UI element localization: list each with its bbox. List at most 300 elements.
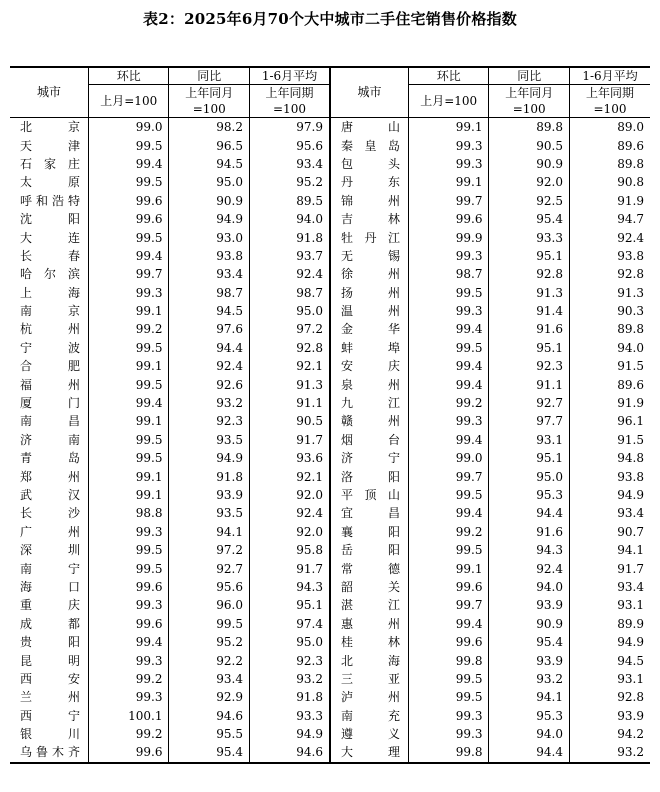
header-yoy-sub2-right: =100	[489, 101, 570, 118]
yoy-value-right: 94.0	[489, 578, 570, 596]
yoy-value-right: 94.4	[489, 504, 570, 522]
yoy-value-left: 93.4	[169, 670, 250, 688]
city-name-right: 泉州	[330, 375, 408, 393]
avg-value-left: 92.1	[249, 467, 330, 485]
header-city-right: 城市	[330, 67, 408, 118]
mom-value-left: 99.1	[88, 467, 169, 485]
avg-value-right: 91.5	[569, 357, 650, 375]
mom-value-left: 99.5	[88, 559, 169, 577]
city-name-left: 哈尔滨	[10, 265, 88, 283]
mom-value-right: 99.4	[408, 320, 489, 338]
yoy-value-left: 94.4	[169, 339, 250, 357]
mom-value-left: 99.7	[88, 265, 169, 283]
table-row	[10, 192, 650, 210]
mom-value-left: 99.6	[88, 615, 169, 633]
mom-value-left: 99.1	[88, 412, 169, 430]
table-row	[10, 449, 650, 467]
header-avg-sub2-right: =100	[569, 101, 650, 118]
table-row	[10, 707, 650, 725]
avg-value-right: 94.9	[569, 633, 650, 651]
yoy-value-left: 95.4	[169, 743, 250, 762]
table-row	[10, 302, 650, 320]
city-name-left: 杭州	[10, 320, 88, 338]
yoy-value-left: 96.0	[169, 596, 250, 614]
avg-value-left: 92.0	[249, 486, 330, 504]
yoy-value-left: 92.2	[169, 651, 250, 669]
avg-value-left: 95.2	[249, 173, 330, 191]
city-name-left: 沈阳	[10, 210, 88, 228]
avg-value-left: 95.1	[249, 596, 330, 614]
city-name-right: 牡丹江	[330, 228, 408, 246]
yoy-value-right: 95.3	[489, 707, 570, 725]
city-name-right: 丹东	[330, 173, 408, 191]
city-name-right: 襄阳	[330, 523, 408, 541]
city-name-left: 南宁	[10, 559, 88, 577]
yoy-value-right: 93.9	[489, 596, 570, 614]
city-name-right: 宜昌	[330, 504, 408, 522]
avg-value-right: 94.5	[569, 651, 650, 669]
avg-value-left: 97.9	[249, 118, 330, 137]
mom-value-right: 99.7	[408, 192, 489, 210]
mom-value-left: 99.6	[88, 578, 169, 596]
yoy-value-right: 89.8	[489, 118, 570, 137]
city-name-right: 济宁	[330, 449, 408, 467]
city-name-right: 洛阳	[330, 467, 408, 485]
yoy-value-right: 92.7	[489, 394, 570, 412]
avg-value-right: 94.1	[569, 541, 650, 559]
city-name-left: 济南	[10, 431, 88, 449]
table-title: 表2：2025年6月70个大中城市二手住宅销售价格指数	[143, 10, 517, 28]
avg-value-left: 94.6	[249, 743, 330, 762]
mom-value-right: 99.6	[408, 210, 489, 228]
city-name-left: 青岛	[10, 449, 88, 467]
mom-value-left: 99.1	[88, 302, 169, 320]
yoy-value-left: 96.5	[169, 136, 250, 154]
yoy-value-left: 94.9	[169, 210, 250, 228]
mom-value-right: 99.5	[408, 670, 489, 688]
mom-value-left: 99.6	[88, 210, 169, 228]
yoy-value-left: 97.2	[169, 541, 250, 559]
mom-value-left: 99.0	[88, 118, 169, 137]
yoy-value-left: 93.0	[169, 228, 250, 246]
avg-value-left: 94.9	[249, 725, 330, 743]
city-name-left: 厦门	[10, 394, 88, 412]
yoy-value-left: 92.3	[169, 412, 250, 430]
city-name-left: 郑州	[10, 467, 88, 485]
yoy-value-right: 93.2	[489, 670, 570, 688]
avg-value-left: 92.1	[249, 357, 330, 375]
avg-value-left: 91.7	[249, 431, 330, 449]
yoy-value-right: 95.4	[489, 633, 570, 651]
table-row	[10, 210, 650, 228]
avg-value-right: 93.4	[569, 578, 650, 596]
avg-value-left: 91.1	[249, 394, 330, 412]
avg-value-left: 91.8	[249, 228, 330, 246]
avg-value-left: 92.4	[249, 265, 330, 283]
mom-value-left: 99.3	[88, 651, 169, 669]
table-row	[10, 339, 650, 357]
avg-value-right: 94.0	[569, 339, 650, 357]
mom-value-right: 99.4	[408, 615, 489, 633]
table-row	[10, 155, 650, 173]
city-name-left: 重庆	[10, 596, 88, 614]
city-name-right: 温州	[330, 302, 408, 320]
avg-value-left: 90.5	[249, 412, 330, 430]
avg-value-left: 93.4	[249, 155, 330, 173]
city-name-left: 南昌	[10, 412, 88, 430]
yoy-value-left: 93.4	[169, 265, 250, 283]
yoy-value-left: 98.2	[169, 118, 250, 137]
city-name-left: 银川	[10, 725, 88, 743]
avg-value-right: 93.8	[569, 467, 650, 485]
header-yoy-sub1-left: 上年同月	[169, 85, 250, 102]
mom-value-right: 99.3	[408, 136, 489, 154]
yoy-value-left: 93.8	[169, 247, 250, 265]
avg-value-right: 90.7	[569, 523, 650, 541]
mom-value-left: 99.4	[88, 247, 169, 265]
city-name-right: 金华	[330, 320, 408, 338]
avg-value-left: 93.6	[249, 449, 330, 467]
avg-value-right: 94.9	[569, 486, 650, 504]
avg-value-right: 91.9	[569, 394, 650, 412]
mom-value-right: 99.1	[408, 118, 489, 137]
mom-value-right: 99.7	[408, 467, 489, 485]
mom-value-right: 99.4	[408, 431, 489, 449]
mom-value-right: 99.8	[408, 651, 489, 669]
mom-value-right: 99.3	[408, 247, 489, 265]
yoy-value-left: 92.6	[169, 375, 250, 393]
avg-value-left: 95.8	[249, 541, 330, 559]
city-name-right: 北海	[330, 651, 408, 669]
avg-value-left: 95.0	[249, 633, 330, 651]
avg-value-left: 94.3	[249, 578, 330, 596]
yoy-value-left: 93.5	[169, 431, 250, 449]
mom-value-right: 99.3	[408, 155, 489, 173]
avg-value-right: 92.8	[569, 688, 650, 706]
table-row	[10, 228, 650, 246]
yoy-value-right: 91.6	[489, 320, 570, 338]
mom-value-left: 99.5	[88, 431, 169, 449]
yoy-value-left: 95.6	[169, 578, 250, 596]
city-name-right: 九江	[330, 394, 408, 412]
header-yoy-sub1-right: 上年同月	[489, 85, 570, 102]
table-row	[10, 467, 650, 485]
avg-value-right: 91.9	[569, 192, 650, 210]
avg-value-right: 90.8	[569, 173, 650, 191]
header-avg-sub1-left: 上年同期	[249, 85, 330, 102]
table-row	[10, 320, 650, 338]
header-mom-right: 环比	[408, 67, 489, 85]
city-name-left: 太原	[10, 173, 88, 191]
mom-value-right: 98.7	[408, 265, 489, 283]
table-row	[10, 265, 650, 283]
city-name-right: 常德	[330, 559, 408, 577]
table-row	[10, 633, 650, 651]
yoy-value-right: 95.0	[489, 467, 570, 485]
header-avg-left: 1-6月平均	[249, 67, 330, 85]
mom-value-left: 99.4	[88, 633, 169, 651]
yoy-value-right: 95.1	[489, 449, 570, 467]
yoy-value-left: 92.7	[169, 559, 250, 577]
yoy-value-left: 94.5	[169, 302, 250, 320]
header-yoy-sub2-left: =100	[169, 101, 250, 118]
table-row	[10, 725, 650, 743]
city-name-left: 西安	[10, 670, 88, 688]
avg-value-left: 91.7	[249, 559, 330, 577]
mom-value-left: 99.3	[88, 523, 169, 541]
mom-value-right: 99.7	[408, 596, 489, 614]
yoy-value-right: 91.3	[489, 284, 570, 302]
yoy-value-left: 99.5	[169, 615, 250, 633]
yoy-value-left: 98.7	[169, 284, 250, 302]
yoy-value-left: 93.5	[169, 504, 250, 522]
table-row	[10, 523, 650, 541]
city-name-right: 无锡	[330, 247, 408, 265]
yoy-value-left: 93.2	[169, 394, 250, 412]
city-name-left: 福州	[10, 375, 88, 393]
yoy-value-left: 95.2	[169, 633, 250, 651]
city-name-right: 徐州	[330, 265, 408, 283]
mom-value-right: 99.3	[408, 707, 489, 725]
mom-value-right: 99.1	[408, 173, 489, 191]
yoy-value-right: 94.3	[489, 541, 570, 559]
mom-value-right: 99.2	[408, 394, 489, 412]
mom-value-left: 99.5	[88, 136, 169, 154]
city-name-right: 蚌埠	[330, 339, 408, 357]
city-name-left: 宁波	[10, 339, 88, 357]
mom-value-right: 99.6	[408, 633, 489, 651]
avg-value-left: 97.4	[249, 615, 330, 633]
table-row	[10, 578, 650, 596]
city-name-right: 安庆	[330, 357, 408, 375]
mom-value-right: 99.6	[408, 578, 489, 596]
avg-value-left: 92.4	[249, 504, 330, 522]
header-mom-left: 环比	[88, 67, 169, 85]
yoy-value-right: 92.5	[489, 192, 570, 210]
avg-value-left: 91.8	[249, 688, 330, 706]
city-name-left: 大连	[10, 228, 88, 246]
table-row	[10, 284, 650, 302]
avg-value-right: 93.9	[569, 707, 650, 725]
table-row	[10, 486, 650, 504]
yoy-value-left: 92.9	[169, 688, 250, 706]
city-name-left: 南京	[10, 302, 88, 320]
mom-value-right: 99.5	[408, 284, 489, 302]
mom-value-right: 99.4	[408, 357, 489, 375]
yoy-value-left: 97.6	[169, 320, 250, 338]
yoy-value-right: 90.5	[489, 136, 570, 154]
mom-value-right: 99.8	[408, 743, 489, 762]
city-name-right: 遵义	[330, 725, 408, 743]
header-city-left: 城市	[10, 67, 88, 118]
avg-value-right: 94.2	[569, 725, 650, 743]
yoy-value-right: 95.1	[489, 247, 570, 265]
city-name-left: 兰州	[10, 688, 88, 706]
yoy-value-left: 94.1	[169, 523, 250, 541]
mom-value-left: 99.6	[88, 192, 169, 210]
header-mom-sub-right: 上月=100	[408, 85, 489, 118]
avg-value-right: 93.1	[569, 596, 650, 614]
mom-value-left: 100.1	[88, 707, 169, 725]
mom-value-right: 99.3	[408, 725, 489, 743]
yoy-value-left: 94.9	[169, 449, 250, 467]
mom-value-right: 99.1	[408, 559, 489, 577]
table-row	[10, 118, 650, 137]
city-name-left: 长春	[10, 247, 88, 265]
yoy-value-left: 93.9	[169, 486, 250, 504]
mom-value-left: 99.5	[88, 449, 169, 467]
yoy-value-right: 93.9	[489, 651, 570, 669]
mom-value-right: 99.9	[408, 228, 489, 246]
table-body	[10, 118, 650, 763]
header-avg-right: 1-6月平均	[569, 67, 650, 85]
mom-value-left: 98.8	[88, 504, 169, 522]
avg-value-right: 93.2	[569, 743, 650, 762]
mom-value-right: 99.4	[408, 504, 489, 522]
mom-value-left: 99.5	[88, 173, 169, 191]
city-name-right: 秦皇岛	[330, 136, 408, 154]
table-row	[10, 173, 650, 191]
mom-value-left: 99.1	[88, 486, 169, 504]
table-row	[10, 541, 650, 559]
avg-value-left: 95.6	[249, 136, 330, 154]
table-row	[10, 651, 650, 669]
city-name-left: 海口	[10, 578, 88, 596]
table-row	[10, 559, 650, 577]
mom-value-left: 99.5	[88, 228, 169, 246]
city-name-left: 西宁	[10, 707, 88, 725]
table-row	[10, 375, 650, 393]
header-avg-sub2-left: =100	[249, 101, 330, 118]
avg-value-right: 91.3	[569, 284, 650, 302]
mom-value-right: 99.3	[408, 412, 489, 430]
mom-value-right: 99.5	[408, 688, 489, 706]
avg-value-right: 93.4	[569, 504, 650, 522]
avg-value-right: 92.4	[569, 228, 650, 246]
city-name-left: 乌鲁木齐	[10, 743, 88, 762]
yoy-value-right: 93.1	[489, 431, 570, 449]
avg-value-right: 92.8	[569, 265, 650, 283]
city-name-right: 平顶山	[330, 486, 408, 504]
table-row	[10, 247, 650, 265]
avg-value-right: 90.3	[569, 302, 650, 320]
avg-value-right: 91.7	[569, 559, 650, 577]
table-row	[10, 357, 650, 375]
city-name-right: 桂林	[330, 633, 408, 651]
city-name-left: 广州	[10, 523, 88, 541]
yoy-value-right: 90.9	[489, 615, 570, 633]
yoy-value-left: 91.8	[169, 467, 250, 485]
yoy-value-left: 95.5	[169, 725, 250, 743]
avg-value-left: 97.2	[249, 320, 330, 338]
avg-value-right: 96.1	[569, 412, 650, 430]
mom-value-right: 99.5	[408, 339, 489, 357]
avg-value-left: 92.3	[249, 651, 330, 669]
yoy-value-right: 92.8	[489, 265, 570, 283]
yoy-value-right: 91.1	[489, 375, 570, 393]
mom-value-left: 99.4	[88, 155, 169, 173]
table-row	[10, 504, 650, 522]
avg-value-left: 98.7	[249, 284, 330, 302]
header-yoy-left: 同比	[169, 67, 250, 85]
city-name-left: 武汉	[10, 486, 88, 504]
avg-value-right: 93.1	[569, 670, 650, 688]
avg-value-right: 89.8	[569, 320, 650, 338]
avg-value-left: 92.8	[249, 339, 330, 357]
yoy-value-right: 90.9	[489, 155, 570, 173]
table-row	[10, 596, 650, 614]
mom-value-right: 99.3	[408, 302, 489, 320]
mom-value-left: 99.2	[88, 320, 169, 338]
yoy-value-left: 90.9	[169, 192, 250, 210]
yoy-value-right: 94.0	[489, 725, 570, 743]
city-name-left: 上海	[10, 284, 88, 302]
yoy-value-right: 95.1	[489, 339, 570, 357]
city-name-left: 贵阳	[10, 633, 88, 651]
city-name-right: 泸州	[330, 688, 408, 706]
city-name-left: 呼和浩特	[10, 192, 88, 210]
avg-value-right: 94.8	[569, 449, 650, 467]
city-name-right: 烟台	[330, 431, 408, 449]
price-index-table	[10, 66, 650, 764]
mom-value-left: 99.4	[88, 394, 169, 412]
table-header	[10, 67, 650, 118]
yoy-value-left: 94.5	[169, 155, 250, 173]
city-name-left: 长沙	[10, 504, 88, 522]
mom-value-left: 99.5	[88, 541, 169, 559]
avg-value-right: 89.6	[569, 375, 650, 393]
city-name-left: 北京	[10, 118, 88, 137]
yoy-value-right: 94.1	[489, 688, 570, 706]
yoy-value-right: 91.4	[489, 302, 570, 320]
mom-value-right: 99.2	[408, 523, 489, 541]
city-name-right: 赣州	[330, 412, 408, 430]
yoy-value-right: 92.0	[489, 173, 570, 191]
yoy-value-right: 93.3	[489, 228, 570, 246]
yoy-value-right: 94.4	[489, 743, 570, 762]
table-row	[10, 136, 650, 154]
avg-value-right: 93.8	[569, 247, 650, 265]
header-yoy-right: 同比	[489, 67, 570, 85]
city-name-left: 天津	[10, 136, 88, 154]
city-name-right: 锦州	[330, 192, 408, 210]
avg-value-left: 89.5	[249, 192, 330, 210]
city-name-right: 唐山	[330, 118, 408, 137]
mom-value-left: 99.6	[88, 743, 169, 762]
mom-value-left: 99.2	[88, 725, 169, 743]
city-name-left: 深圳	[10, 541, 88, 559]
city-name-right: 大理	[330, 743, 408, 762]
mom-value-left: 99.5	[88, 375, 169, 393]
avg-value-left: 95.0	[249, 302, 330, 320]
mom-value-left: 99.2	[88, 670, 169, 688]
city-name-left: 昆明	[10, 651, 88, 669]
city-name-right: 包头	[330, 155, 408, 173]
avg-value-right: 91.5	[569, 431, 650, 449]
header-mom-sub-left: 上月=100	[88, 85, 169, 118]
avg-value-left: 93.7	[249, 247, 330, 265]
table-row	[10, 670, 650, 688]
avg-value-left: 91.3	[249, 375, 330, 393]
table-row	[10, 615, 650, 633]
city-name-right: 湛江	[330, 596, 408, 614]
mom-value-left: 99.5	[88, 339, 169, 357]
city-name-left: 石家庄	[10, 155, 88, 173]
yoy-value-right: 92.3	[489, 357, 570, 375]
mom-value-left: 99.3	[88, 688, 169, 706]
avg-value-right: 89.0	[569, 118, 650, 137]
city-name-right: 吉林	[330, 210, 408, 228]
